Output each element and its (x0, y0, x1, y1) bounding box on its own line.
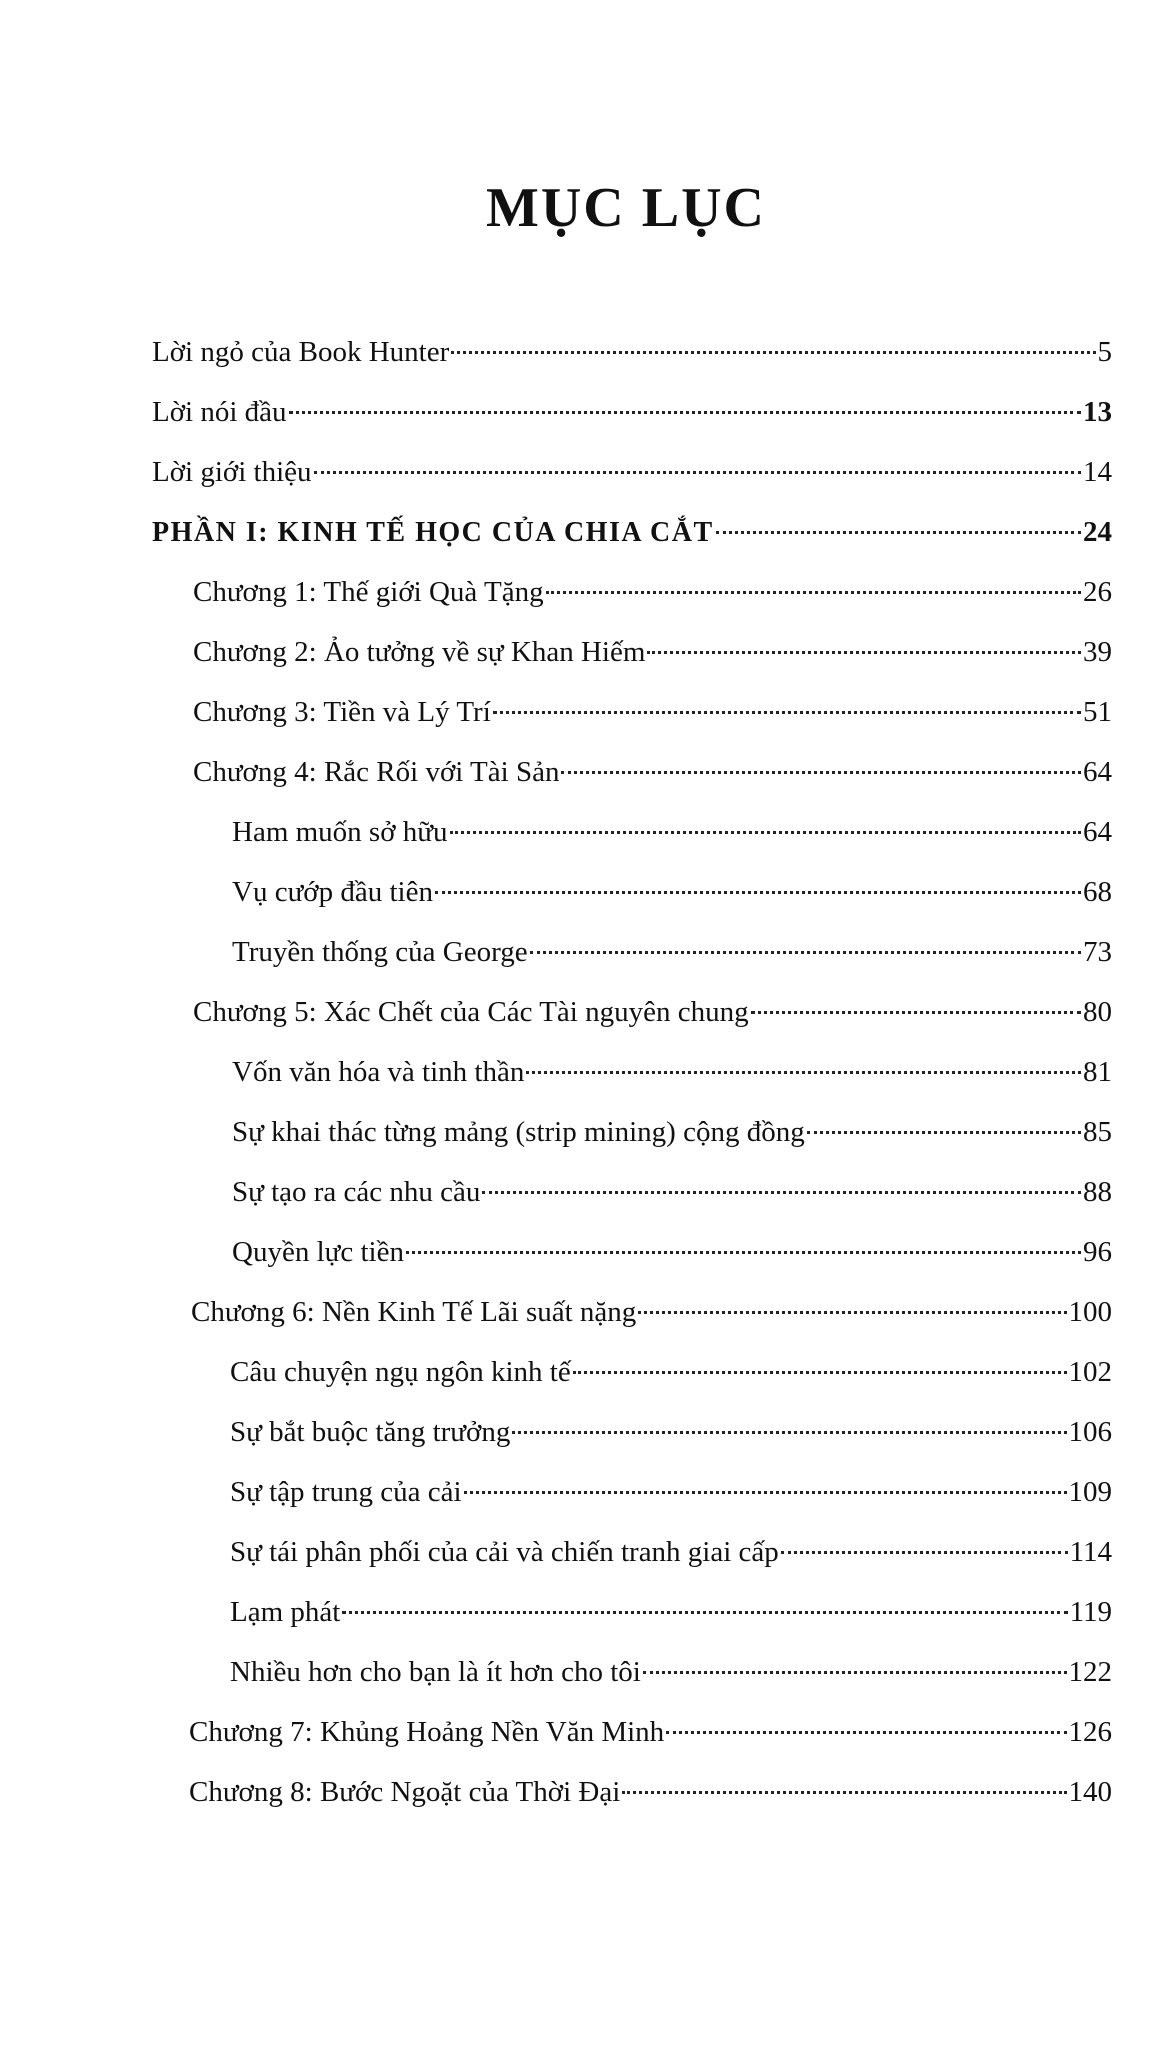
toc-entry-label: Chương 8: Bước Ngoặt của Thời Đại (189, 1776, 621, 1808)
toc-chapter-entry (193, 754, 1112, 790)
toc-section-entry (230, 1354, 1112, 1390)
leader-dots (751, 1011, 1081, 1014)
toc-entry-label: Lời giới thiệu (152, 456, 312, 488)
toc-chapter-entry (193, 994, 1112, 1030)
toc-section-entry (232, 1054, 1112, 1090)
toc-entry-label: Chương 6: Nền Kinh Tế Lãi suất nặng (191, 1296, 637, 1328)
leader-dots (647, 651, 1081, 654)
toc-section-entry (232, 934, 1112, 970)
toc-section-entry (232, 1234, 1112, 1270)
leader-dots (622, 1791, 1066, 1794)
toc-entry-label: Chương 1: Thế giới Quà Tặng (193, 576, 544, 608)
toc-entry-page: 64 (1083, 756, 1112, 788)
toc-section-entry (232, 1114, 1112, 1150)
toc-chapter-entry (193, 694, 1112, 730)
toc-entry-page: 73 (1083, 936, 1112, 968)
toc-entry-page: 26 (1083, 576, 1112, 608)
leader-dots (450, 831, 1081, 834)
toc-entry-page: 119 (1069, 1596, 1112, 1628)
leader-dots (493, 711, 1081, 714)
leader-dots (638, 1311, 1066, 1314)
toc-entry-page: 68 (1083, 876, 1112, 908)
toc-entry-label: Truyền thống của George (232, 936, 528, 968)
toc-section-entry (230, 1414, 1112, 1450)
toc-entry-label: Sự tập trung của cải (230, 1476, 462, 1508)
toc-entry-page: 96 (1083, 1236, 1112, 1268)
leader-dots (512, 1431, 1066, 1434)
toc-entry-label: Vụ cướp đầu tiên (232, 876, 433, 908)
toc-entry-label: Lời ngỏ của Book Hunter (152, 336, 450, 368)
leader-dots (451, 351, 1095, 354)
toc-entry-page: 64 (1083, 816, 1112, 848)
toc-entry-page: 5 (1097, 336, 1112, 368)
toc-entry (152, 334, 1112, 370)
toc-entry-page: 109 (1068, 1476, 1112, 1508)
toc-entry-label: Chương 4: Rắc Rối với Tài Sản (193, 756, 560, 788)
leader-dots (530, 951, 1081, 954)
toc-section-entry (230, 1534, 1112, 1570)
leader-dots (716, 531, 1081, 534)
toc-entry-label: Quyền lực tiền (232, 1236, 404, 1268)
page-title: MỤC LỤC (486, 177, 766, 239)
toc-entry-label: PHẦN I: KINH TẾ HỌC CỦA CHIA CẮT (152, 517, 714, 548)
toc-entry-label: Nhiều hơn cho bạn là ít hơn cho tôi (230, 1656, 641, 1688)
toc-entry-page: 14 (1083, 456, 1112, 488)
toc-entry-label: Lời nói đầu (152, 396, 287, 428)
leader-dots (289, 411, 1081, 414)
leader-dots (435, 891, 1081, 894)
toc-section-entry (232, 874, 1112, 910)
toc-entry-page: 126 (1068, 1716, 1112, 1748)
toc-entry-label: Sự khai thác từng mảng (strip mining) cộng đồng (232, 1116, 805, 1148)
leader-dots (464, 1491, 1067, 1494)
toc-entry-page: 122 (1068, 1656, 1112, 1688)
leader-dots (314, 471, 1081, 474)
toc-chapter-entry (189, 1774, 1112, 1810)
toc-entry (152, 394, 1112, 430)
toc-entry-page: 39 (1083, 636, 1112, 668)
toc-section-entry (230, 1474, 1112, 1510)
toc-entry-page: 100 (1068, 1296, 1112, 1328)
toc-entry-label: Chương 5: Xác Chết của Các Tài nguyên chung (193, 996, 749, 1028)
toc-entry-page: 140 (1068, 1776, 1112, 1808)
toc-entry-page: 13 (1083, 396, 1112, 428)
toc-entry-page: 102 (1068, 1356, 1112, 1388)
toc-entry-page: 106 (1068, 1416, 1112, 1448)
leader-dots (561, 771, 1081, 774)
toc-entry (152, 454, 1112, 490)
toc-entry-label: Sự tái phân phối của cải và chiến tranh giai cấp (230, 1536, 779, 1568)
leader-dots (406, 1251, 1081, 1254)
toc-section-entry (232, 814, 1112, 850)
toc-entry-label: Lạm phát (230, 1596, 341, 1628)
leader-dots (482, 1191, 1081, 1194)
toc-section-entry (232, 1174, 1112, 1210)
leader-dots (807, 1131, 1081, 1134)
leader-dots (781, 1551, 1068, 1554)
leader-dots (546, 591, 1081, 594)
toc-entry-label: Chương 7: Khủng Hoảng Nền Văn Minh (189, 1716, 665, 1748)
toc-entry-page: 114 (1069, 1536, 1112, 1568)
toc-chapter-entry (189, 1714, 1112, 1750)
leader-dots (526, 1071, 1081, 1074)
leader-dots (573, 1371, 1067, 1374)
toc-entry-page: 81 (1083, 1056, 1112, 1088)
toc-entry-page: 88 (1083, 1176, 1112, 1208)
toc-part-entry (152, 514, 1112, 551)
toc-entry-label: Chương 3: Tiền và Lý Trí (193, 696, 491, 728)
toc-entry-label: Vốn văn hóa và tinh thần (232, 1056, 525, 1088)
toc-chapter-entry (191, 1294, 1112, 1330)
leader-dots (666, 1731, 1066, 1734)
toc-entry-label: Sự tạo ra các nhu cầu (232, 1176, 481, 1208)
toc-section-entry (230, 1594, 1112, 1630)
toc-entry-label: Sự bắt buộc tăng trưởng (230, 1416, 511, 1448)
toc-chapter-entry (193, 634, 1112, 670)
toc-entry-label: Ham muốn sở hữu (232, 816, 448, 848)
toc-entry-label: Câu chuyện ngụ ngôn kinh tế (230, 1356, 571, 1388)
toc-entry-page: 51 (1083, 696, 1112, 728)
leader-dots (643, 1671, 1067, 1674)
leader-dots (342, 1611, 1067, 1614)
toc-chapter-entry (193, 574, 1112, 610)
toc-entry-page: 85 (1083, 1116, 1112, 1148)
toc-entry-page: 24 (1083, 516, 1112, 548)
toc-entry-label: Chương 2: Ảo tưởng về sự Khan Hiếm (193, 636, 646, 668)
toc-entry-page: 80 (1083, 996, 1112, 1028)
toc-section-entry (230, 1654, 1112, 1690)
